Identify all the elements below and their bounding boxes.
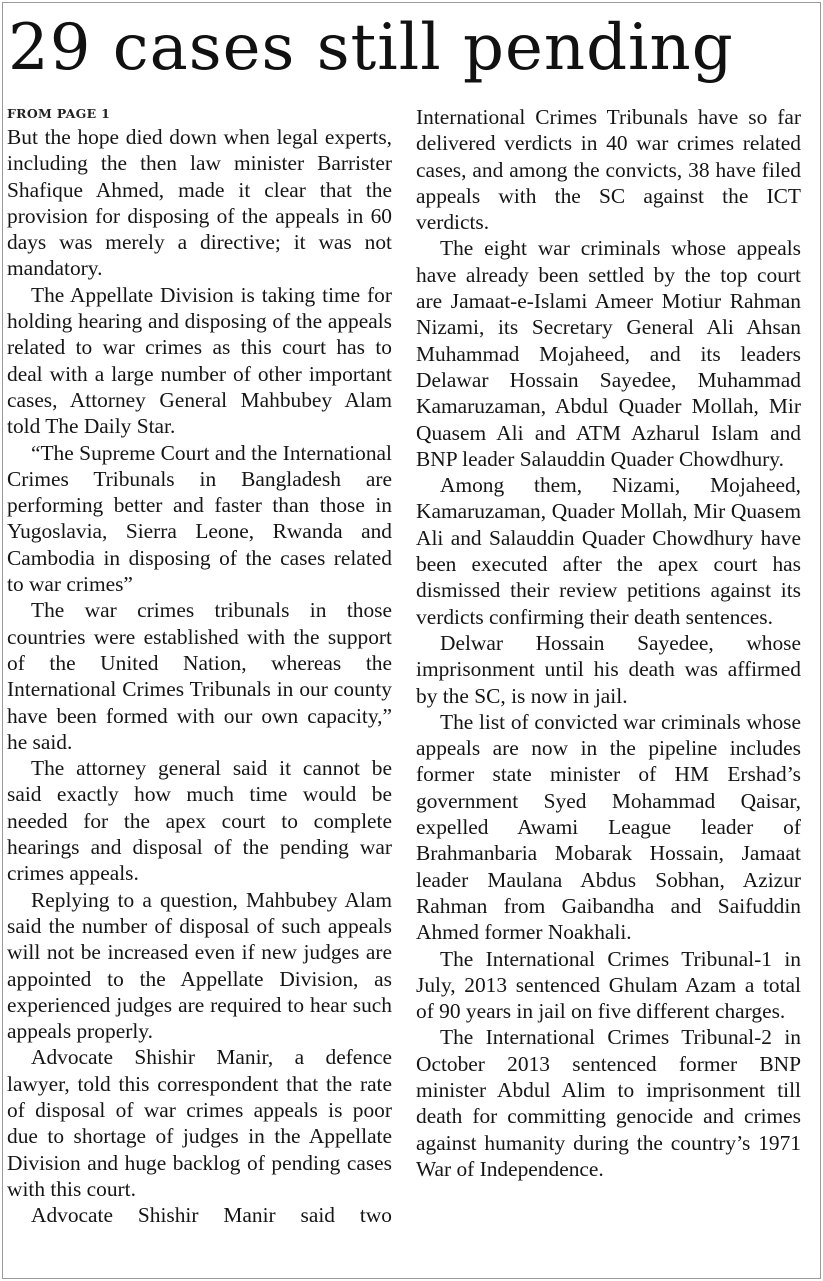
article-column-right — [416, 104, 801, 1182]
paragraph: The eight war criminals whose appeals have already been settled by the top court are Jamaat-e-Islami Ameer Motiur Rahman Nizami, its Secretary General Ali Ahsan Muhammad Mojaheed, and its leaders Delawar Hossain Sayedee, Muhammad Kamaruzaman, Abdul Quader Mollah, Mir Quasem Ali and ATM Azharul Islam and BNP leader Salauddin Quader Chowdhury. — [416, 236, 801, 471]
from-page-label: FROM PAGE 1 — [7, 106, 111, 121]
paragraph: International Crimes Tribunals have so far delivered verdicts in 40 war crimes related cases, and among the convicts, 38 have filed appeals with the SC against the ICT verdicts. — [416, 105, 801, 235]
paragraph: The Appellate Division is taking time for holding hearing and disposing of the appeals related to war crimes as this court has to deal with a large number of other important cases, Attorney General Mahbubey Alam told The Daily Star. — [7, 282, 392, 439]
paragraph: Delwar Hossain Sayedee, whose imprisonment until his death was affirmed by the SC, is now in jail. — [416, 630, 801, 708]
article-column-left — [7, 104, 392, 1228]
headline: 29 cases still pending — [8, 11, 734, 85]
paragraph: “The Supreme Court and the International Crimes Tribunals in Bangladesh are performing better and faster than those in Yugoslavia, Sierra Leone, Rwanda and Cambodia in disposing of the cases related to war crimes” — [7, 440, 392, 597]
paragraph: But the hope died down when legal experts, including the then law minister Barrister Shafique Ahmed, made it clear that the provision for disposing of the appeals in 60 days was merely a directive; it was not mandatory. — [7, 125, 392, 281]
paragraph: Replying to a question, Mahbubey Alam said the number of disposal of such appeals will not be increased even if new judges are appointed to the Appellate Division, as experienced judges are required to hear such appeals properly. — [7, 887, 392, 1044]
paragraph: The list of convicted war criminals whose appeals are now in the pipeline includes former state minister of HM Ershad’s government Syed Mohammad Qaisar, expelled Awami League leader of Brahmanbaria Mobarak Hossain, Jamaat leader Maulana Abdus Sobhan, Azizur Rahman from Gaibandha and Saifuddin Ahmed former Noakhali. — [416, 709, 801, 945]
paragraph: Among them, Nizami, Mojaheed, Kamaruzaman, Quader Mollah, Mir Quasem Ali and Salauddin Quader Chowdhury have been executed after the apex court has dismissed their review petitions against its verdicts confirming their death sentences. — [416, 473, 801, 629]
paragraph: The International Crimes Tribunal-1 in July, 2013 sentenced Ghulam Azam a total of 90 years in jail on five different charges. — [416, 946, 801, 1024]
paragraph: The war crimes tribunals in those countries were established with the support of the United Nation, whereas the International Crimes Tribunals in our county have been formed with our own capacity,” he said. — [7, 598, 392, 754]
paragraph: The International Crimes Tribunal-2 in October 2013 sentenced former BNP minister Abdul Alim to imprisonment till death for committing genocide and crimes against humanity during the country’s 1971 War of Independence. — [416, 1025, 801, 1181]
paragraph: The attorney general said it cannot be said exactly how much time would be needed for the apex court to complete hearings and disposal of the pending war crimes appeals. — [7, 756, 392, 886]
paragraph: Advocate Shishir Manir said two — [31, 1203, 392, 1228]
paragraph: Advocate Shishir Manir, a defence lawyer, told this correspondent that the rate of disposal of war crimes appeals is poor due to shortage of judges in the Appellate Division and huge backlog of pending cases with this court. — [7, 1045, 392, 1201]
